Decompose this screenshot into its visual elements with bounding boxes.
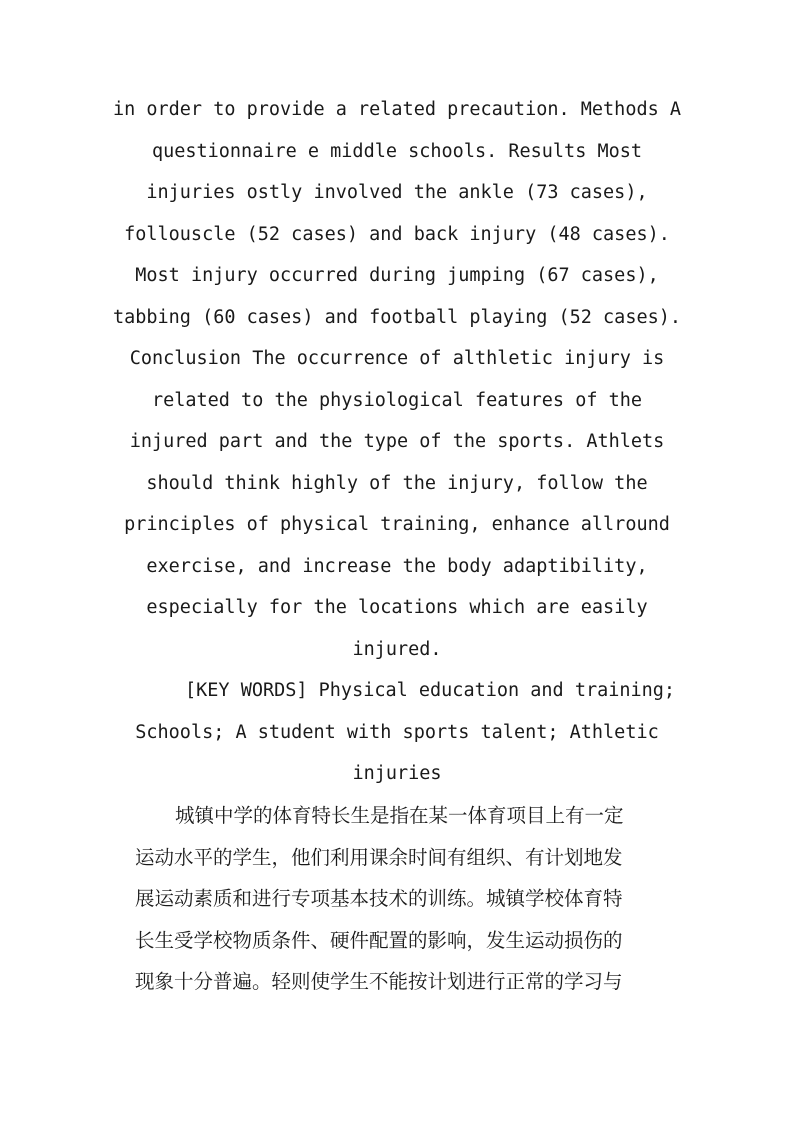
abstract-line: Most injury occurred during jumping (67 cases), [135,265,659,286]
abstract-line: should think highly of the injury, follow the [146,473,648,494]
keywords-line: [KEY WORDS] Physical education and training; [185,680,676,701]
abstract-line: questionnaire e middle schools. Results Most [151,141,643,162]
abstract-line: Conclusion The occurrence of althletic injury is [129,348,665,369]
abstract-line: exercise, and increase the body adaptibility, [146,556,648,577]
abstract-line: follouscle (52 cases) and back injury (48 cases). [124,224,670,245]
body-paragraph-line: 展运动素质和进行专项基本技术的训练。城镇学校体育特 [135,887,623,910]
abstract-line: injured. [352,639,442,660]
body-paragraph-line: 现象十分普遍。轻则使学生不能按计划进行正常的学习与 [135,970,623,993]
abstract-line: injured part and the type of the sports. Athlets [129,431,665,452]
body-paragraph-line: 长生受学校物质条件、硬件配置的影响，发生运动损伤的 [135,929,623,952]
abstract-line: related to the physiological features of the [151,390,643,411]
body-paragraph-line: 城镇中学的体育特长生是指在某一体育项目上有一定 [175,804,624,827]
keywords-line: injuries [352,763,442,784]
abstract-line: principles of physical training, enhance allround [124,514,670,535]
abstract-line: tabbing (60 cases) and football playing (52 cases). [112,307,682,328]
abstract-line: injuries ostly involved the ankle (73 cases), [146,182,648,203]
body-paragraph-line: 运动水平的学生，他们利用课余时间有组织、有计划地发 [135,846,623,869]
keywords-line: Schools; A student with sports talent; Athletic [135,722,659,743]
abstract-line: especially for the locations which are easily [146,597,648,618]
abstract-line: in order to provide a related precaution. Methods A [112,99,682,120]
